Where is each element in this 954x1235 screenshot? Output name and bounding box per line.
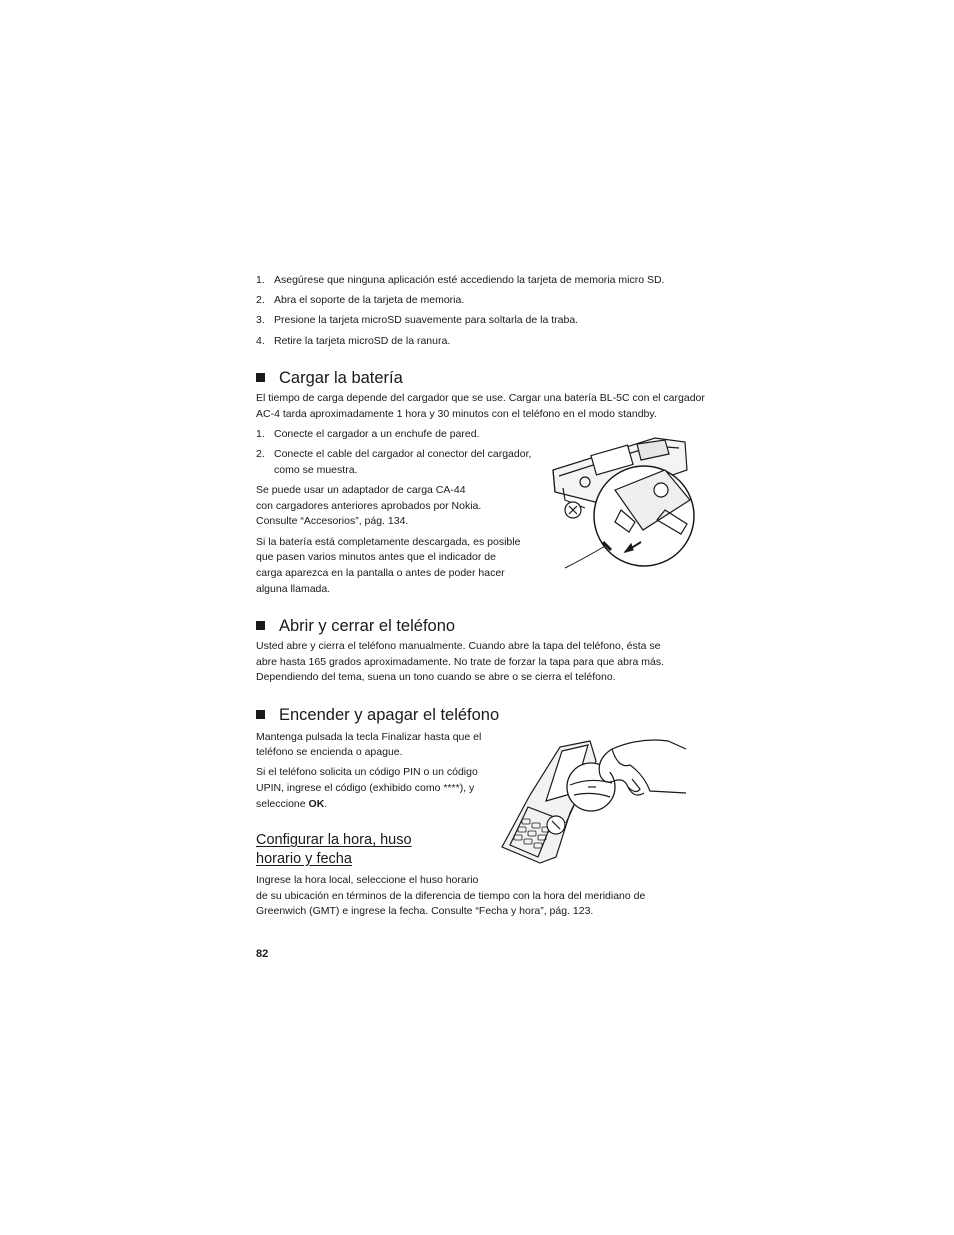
heading-text: Cargar la batería [279,369,403,387]
open-paragraph-line: Dependiendo del tema, suena un tono cuando se abre o se cierra el teléfono. [256,671,616,683]
battery-note: alguna llamada. [256,583,331,595]
list-item-number: 3. [256,314,265,326]
charge-step: Conecte el cargador a un enchufe de pared. [274,428,480,440]
charge-paragraph-line: AC-4 tarda aproximadamente 1 hora y 30 minutos con el teléfono en el modo standby. [256,408,657,420]
heading-power [256,705,499,725]
charge-step: Conecte el cable del cargador al conector del cargador, [274,448,532,460]
text-run: seleccione [256,798,309,810]
open-paragraph-line: abre hasta 165 grados aproximadamente. No trate de forzar la tapa para que abra más. [256,656,664,668]
pin-paragraph-line: Si el teléfono solicita un código PIN o un código [256,766,478,778]
section-bullet-icon [256,710,265,719]
list-item-number: 1. [256,274,265,286]
ok-softkey-label: OK [308,798,325,810]
adapter-note: Se puede usar un adaptador de carga CA-44 [256,484,466,496]
list-item: Asegúrese que ninguna aplicación esté accediendo la tarjeta de memoria micro SD. [274,274,665,286]
list-item-number: 1. [256,428,265,440]
section-bullet-icon [256,373,265,382]
list-item-number: 4. [256,335,265,347]
time-paragraph-line: Ingrese la hora local, seleccione el huso horario [256,874,479,886]
list-item: Retire la tarjeta microSD de la ranura. [274,335,451,347]
charge-step: como se muestra. [274,464,358,476]
list-item: Abra el soporte de la tarjeta de memoria. [274,294,465,306]
section-bullet-icon [256,621,265,630]
charge-paragraph-line: El tiempo de carga depende del cargador que se use. Cargar una batería BL-5C con el cargador [256,392,705,404]
heading-charge-battery [256,368,403,388]
list-item-number: 2. [256,294,265,306]
power-paragraph-line: teléfono se encienda o apague. [256,746,403,758]
open-paragraph-line: Usted abre y cierra el teléfono manualmente. Cuando abre la tapa del teléfono, ésta se [256,640,661,652]
subheading-time-line: Configurar la hora, huso [256,832,412,848]
heading-text: Encender y apagar el teléfono [279,706,500,724]
battery-note: Si la batería está completamente descargada, es posible [256,536,521,548]
charger-connection-illustration [545,430,700,575]
subheading-time-line: horario y fecha [256,851,352,867]
list-item: Presione la tarjeta microSD suavemente para soltarla de la traba. [274,314,579,326]
adapter-note: Consulte “Accesorios”, pág. 134. [256,515,409,527]
power-paragraph-line: Mantenga pulsada la tecla Finalizar hasta que el [256,731,482,743]
list-item-number: 2. [256,448,265,460]
power-key-illustration [500,735,688,867]
time-paragraph-line: Greenwich (GMT) e ingrese la fecha. Consulte “Fecha y hora”, pág. 123. [256,905,594,917]
time-paragraph-line: de su ubicación en términos de la diferencia de tiempo con la hora del meridiano de [256,890,646,902]
battery-note: carga aparezca en la pantalla o antes de poder hacer [256,567,505,579]
pin-paragraph-line [256,797,327,813]
heading-open-close [256,616,455,636]
battery-note: que pasen varios minutos antes que el indicador de [256,551,496,563]
heading-text: Abrir y cerrar el teléfono [279,617,456,635]
adapter-note: con cargadores anteriores aprobados por Nokia. [256,500,482,512]
text-run: . [324,798,328,810]
page-number: 82 [256,948,269,960]
pin-paragraph-line: UPIN, ingrese el código (exhibido como ****), y [256,782,475,794]
